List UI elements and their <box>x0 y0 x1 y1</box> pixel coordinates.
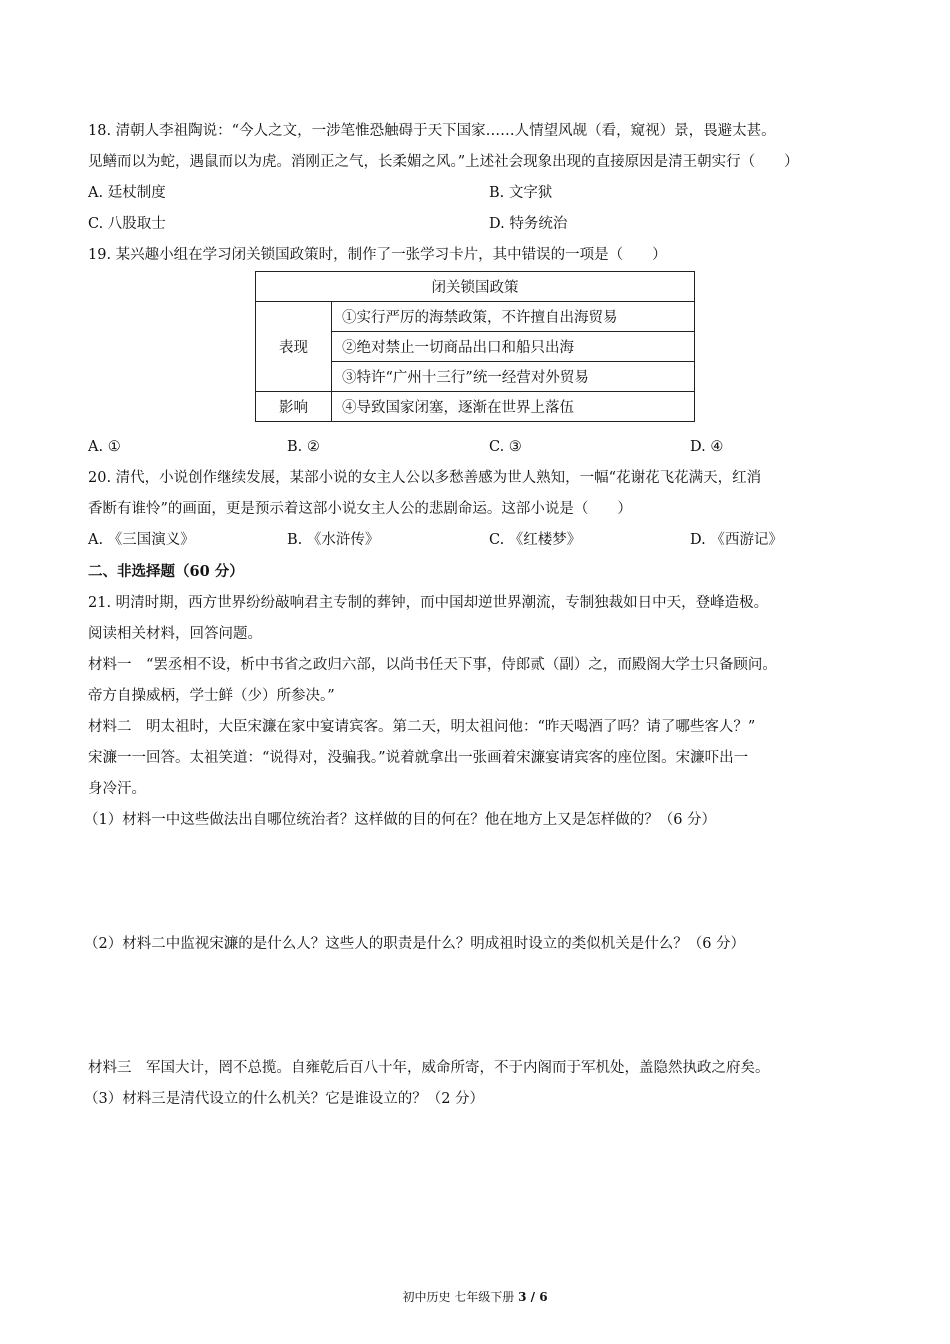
policy-card-row-3: ③特许“广州十三行”统一经营对外贸易 <box>332 362 695 392</box>
q18-stem-line1: 18. 清朝人李祖陶说：“今人之文，一涉笔惟恐触碍于天下国家……人情望风觇（看，窥视）景，畏避太甚。 <box>88 123 776 139</box>
q18-option-c: C. 八股取士 <box>88 216 166 232</box>
policy-card-row-1: ①实行严厉的海禁政策，不许擅自出海贸易 <box>332 302 695 332</box>
sub-question-3: （3）材料三是清代设立的什么机关？它是谁设立的？（2 分） <box>84 1091 485 1107</box>
footer-course-label: 初中历史 七年级下册 <box>402 1290 515 1304</box>
q19-option-b: B. ② <box>287 439 320 455</box>
q20-option-d: D. 《西游记》 <box>690 532 783 548</box>
material-2-line1: 材料二 明太祖时，大臣宋濂在家中宴请宾客。第二天，明太祖问他：“昨天喝酒了吗？请了哪些客人？” <box>88 719 756 735</box>
policy-card-label-impact: 影响 <box>256 392 332 422</box>
q20-stem-line1: 20. 清代，小说创作继续发展，某部小说的女主人公以多愁善感为世人熟知，一幅“花谢花飞花满天，红消 <box>88 470 762 486</box>
policy-card-title: 闭关锁国政策 <box>256 272 695 302</box>
policy-card-table <box>255 271 695 422</box>
material-2-line3: 身冷汗。 <box>88 781 146 797</box>
q20-option-b: B. 《水浒传》 <box>287 532 380 548</box>
policy-card-label-performance: 表现 <box>256 302 332 392</box>
q21-intro-line1: 21. 明清时期，西方世界纷纷敲响君主专制的葬钟，而中国却逆世界潮流，专制独裁如日中天，登峰造极。 <box>88 595 769 611</box>
page-number: 3 / 6 <box>518 1290 548 1304</box>
q19-option-d: D. ④ <box>690 439 724 455</box>
q19-option-a: A. ① <box>88 439 121 455</box>
q18-option-a: A. 廷杖制度 <box>88 185 166 201</box>
q19-stem: 19. 某兴趣小组在学习闭关锁国政策时，制作了一张学习卡片，其中错误的一项是（ ） <box>88 247 667 263</box>
q20-option-a: A. 《三国演义》 <box>88 532 195 548</box>
material-1-line1: 材料一 “罢丞相不设，析中书省之政归六部，以尚书任天下事，侍郎贰（副）之，而殿阁大学士只备顾问。 <box>88 657 777 673</box>
q20-stem-line2: 香断有谁怜”的画面，更是预示着这部小说女主人公的悲剧命运。这部小说是（ ） <box>88 501 632 517</box>
section-heading: 二、非选择题（60 分） <box>88 563 244 580</box>
material-3-line1: 材料三 军国大计，罔不总揽。自雍乾后百八十年，威命所寄，不于内阁而于军机处，盖隐然执政之府矣。 <box>88 1060 770 1076</box>
q18-option-d: D. 特务统治 <box>489 216 568 232</box>
material-1-line2: 帝方自操威柄，学士鲜（少）所参决。” <box>88 688 335 704</box>
sub-question-1: （1）材料一中这些做法出自哪位统治者？这样做的目的何在？他在地方上又是怎样做的？（6 分） <box>84 812 717 828</box>
q18-stem-line2: 见鳝而以为蛇，遇鼠而以为虎。消刚正之气，长柔媚之风。”上述社会现象出现的直接原因是清王朝实行（ ） <box>88 154 799 170</box>
q19-option-c: C. ③ <box>489 439 522 455</box>
q18-option-b: B. 文字狱 <box>489 185 553 201</box>
policy-card-row-2: ②绝对禁止一切商品出口和船只出海 <box>332 332 695 362</box>
q21-intro-line2: 阅读相关材料，回答问题。 <box>88 626 262 642</box>
sub-question-2: （2）材料二中监视宋濂的是什么人？这些人的职责是什么？明成祖时设立的类似机关是什么？（6 分） <box>84 936 746 952</box>
policy-card-row-4: ④导致国家闭塞，逐渐在世界上落伍 <box>332 392 695 422</box>
page-footer <box>0 1289 950 1305</box>
material-2-line2: 宋濂一一回答。太祖笑道：“说得对，没骗我。”说着就拿出一张画着宋濂宴请宾客的座位图。宋濂吓出一 <box>88 750 749 766</box>
q20-option-c: C. 《红楼梦》 <box>489 532 582 548</box>
